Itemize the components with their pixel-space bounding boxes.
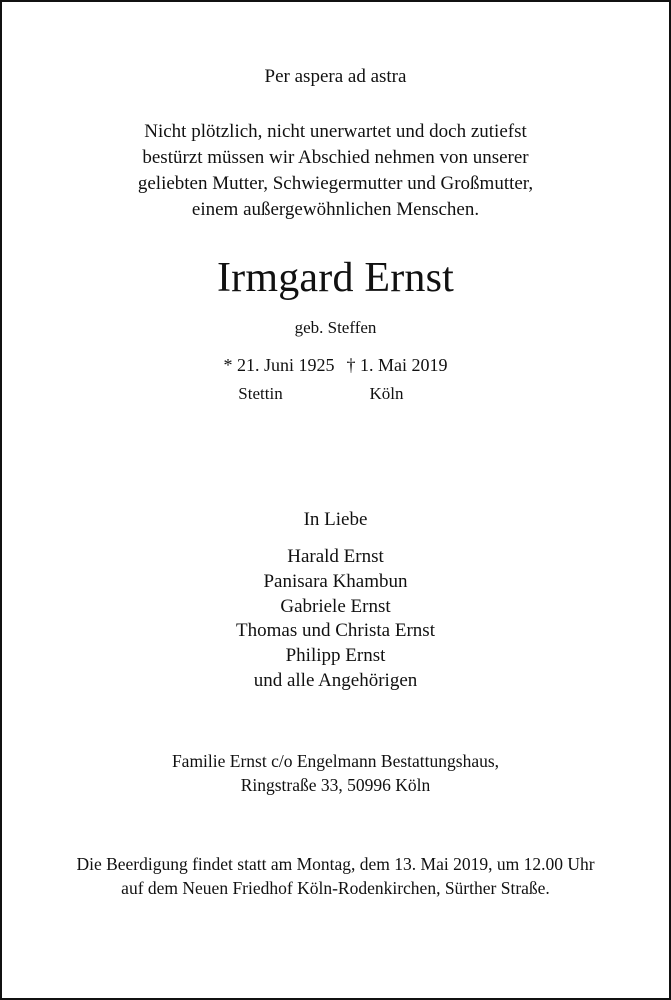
intro-line: Nicht plötzlich, nicht unerwartet und doch zutiefst xyxy=(144,121,527,142)
death-place: Köln xyxy=(369,384,404,403)
funeral-info xyxy=(0,852,671,900)
deceased-name: Irmgard Ernst xyxy=(216,255,455,301)
funeral-line: Die Beerdigung findet statt am Montag, dem 13. Mai 2019, um 12.00 Uhr xyxy=(76,854,595,874)
mourner-name: Panisara Khambun xyxy=(263,570,408,592)
mourner-name: Thomas und Christa Ernst xyxy=(236,620,435,642)
maiden-name: geb. Steffen xyxy=(294,318,377,337)
motto: Per aspera ad astra xyxy=(264,66,407,87)
birth-place: Stettin xyxy=(238,384,283,403)
life-places xyxy=(0,384,671,404)
address-line: Ringstraße 33, 50996 Köln xyxy=(240,775,431,795)
birth-date: * 21. Juni 1925 xyxy=(223,355,335,375)
funeral-line: auf dem Neuen Friedhof Köln-Rodenkirchen, Sürther Straße. xyxy=(121,878,550,898)
death-date: † 1. Mai 2019 xyxy=(346,355,448,375)
in-love-heading: In Liebe xyxy=(303,509,368,530)
intro-line: einem außergewöhnlichen Menschen. xyxy=(191,199,480,220)
mourner-name: Gabriele Ernst xyxy=(280,595,391,617)
family-address xyxy=(0,749,671,797)
intro-text xyxy=(0,119,671,223)
mourner-name: Philipp Ernst xyxy=(285,645,386,667)
mourners-list xyxy=(0,545,671,694)
mourner-name: Harald Ernst xyxy=(287,546,384,567)
address-line: Familie Ernst c/o Engelmann Bestattungshaus, xyxy=(171,751,500,771)
intro-line: geliebten Mutter, Schwiegermutter und Großmutter, xyxy=(137,173,534,194)
mourner-name: und alle Angehörigen xyxy=(253,669,418,691)
life-dates xyxy=(0,355,671,376)
intro-line: bestürzt müssen wir Abschied nehmen von unserer xyxy=(142,147,529,168)
